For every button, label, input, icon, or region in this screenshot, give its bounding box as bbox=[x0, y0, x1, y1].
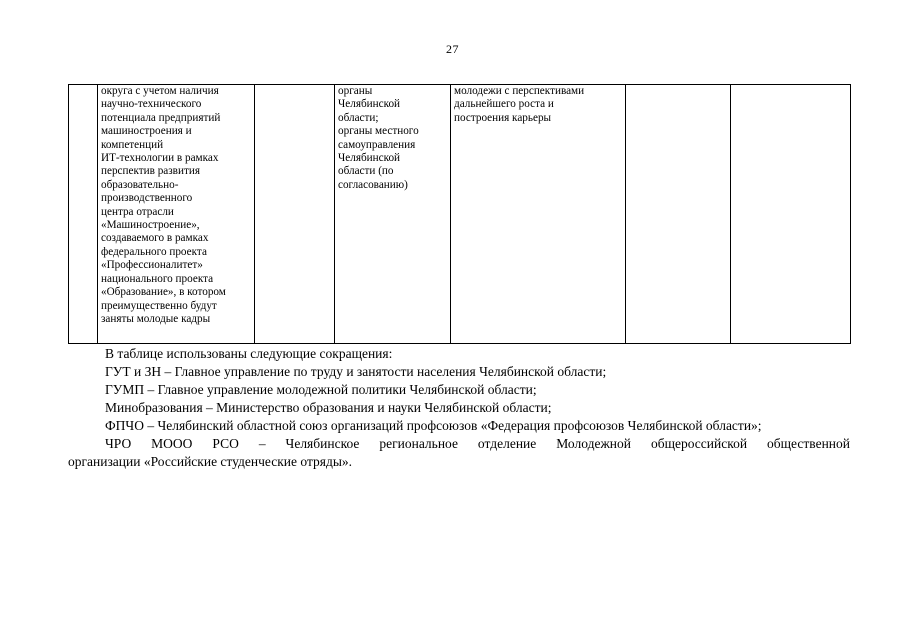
abbreviation-item: ФПЧО – Челябинский областной союз организаций профсоюзов «Федерация профсоюзов Челябинской области»; bbox=[105, 418, 762, 433]
table-cell-responsible bbox=[335, 85, 451, 344]
cell-text-line: преимущественно будут bbox=[101, 299, 217, 312]
cell-text-line: самоуправления bbox=[338, 138, 416, 151]
cell-text-line: национального проекта bbox=[101, 272, 214, 285]
cell-text-line: «Профессионалитет» bbox=[101, 259, 203, 272]
cell-text-line: дальнейшего роста и bbox=[454, 98, 554, 111]
cell-text-line: потенциала предприятий bbox=[101, 111, 221, 124]
cell-text-line: построения карьеры bbox=[454, 111, 552, 124]
table-row bbox=[69, 85, 851, 344]
cell-text-line: Челябинской bbox=[338, 98, 401, 111]
content-table bbox=[68, 84, 851, 344]
cell-text-line: федерального проекта bbox=[101, 245, 207, 258]
cell-text-line: образовательно- bbox=[101, 178, 179, 191]
cell-text-line: органы местного bbox=[338, 125, 419, 138]
cell-text-line: округа с учетом наличия bbox=[101, 85, 219, 97]
table-cell-empty bbox=[626, 85, 731, 344]
abbreviations-section bbox=[68, 345, 850, 471]
abbreviation-item: ГУМП – Главное управление молодежной политики Челябинской области; bbox=[105, 382, 537, 397]
cell-text-line: центра отрасли bbox=[101, 205, 174, 218]
cell-text-line: машиностроения и bbox=[101, 125, 192, 138]
abbreviations-intro: В таблице использованы следующие сокращения: bbox=[105, 346, 393, 361]
cell-text-line: органы bbox=[338, 85, 373, 97]
cell-text-line: «Образование», в котором bbox=[101, 286, 226, 299]
cell-text-line: молодежи с перспективами bbox=[454, 85, 585, 97]
cell-text-line: Челябинской bbox=[338, 152, 401, 165]
cell-text-line: «Машиностроение», bbox=[101, 219, 200, 232]
abbreviation-item: ЧРО МООО РСО – Челябинское региональное отделение Молодежной общероссийской общественной bbox=[105, 436, 850, 451]
table-cell-number bbox=[69, 85, 98, 344]
cell-text-line: согласованию) bbox=[338, 178, 408, 191]
table-cell-activity bbox=[98, 85, 255, 344]
table-cell-empty bbox=[731, 85, 851, 344]
cell-text-line: области (по bbox=[338, 165, 394, 178]
cell-text-line: заняты молодые кадры bbox=[101, 312, 211, 325]
abbreviation-item: Минобразования – Министерство образования и науки Челябинской области; bbox=[105, 400, 552, 415]
cell-text-line: создаваемого в рамках bbox=[101, 232, 209, 245]
cell-text-line: производственного bbox=[101, 192, 193, 205]
table-cell-deadline bbox=[255, 85, 335, 344]
cell-text-line: компетенций bbox=[101, 138, 164, 151]
table-cell-result bbox=[451, 85, 626, 344]
page-number: 27 bbox=[446, 42, 459, 56]
cell-text-line: ИТ-технологии в рамках bbox=[101, 152, 219, 165]
abbreviation-item-continuation: организации «Российские студенческие отряды». bbox=[68, 454, 353, 469]
abbreviation-item: ГУТ и ЗН – Главное управление по труду и занятости населения Челябинской области; bbox=[105, 364, 607, 379]
cell-text-line: области; bbox=[338, 111, 379, 124]
cell-text-line: перспектив развития bbox=[101, 165, 200, 178]
cell-text-line: научно-технического bbox=[101, 98, 202, 111]
